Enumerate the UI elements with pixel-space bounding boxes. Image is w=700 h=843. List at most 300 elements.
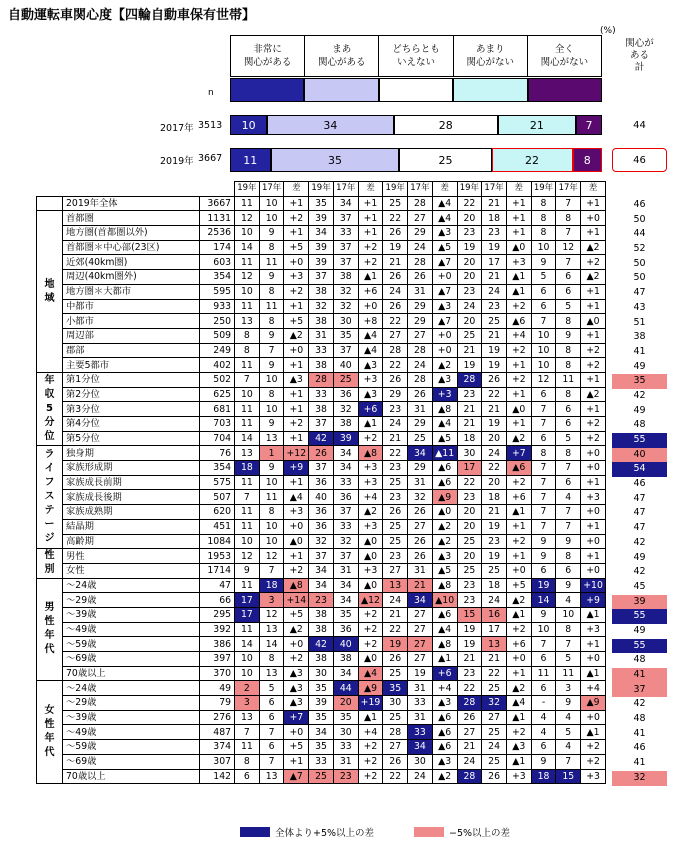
- data-cell: 23: [383, 402, 408, 417]
- row-label: ～39歳: [63, 607, 200, 622]
- data-cell: 14: [235, 431, 260, 446]
- data-cell: 25: [383, 519, 408, 534]
- data-cell: 9: [259, 461, 284, 476]
- data-cell: +2: [581, 754, 606, 769]
- data-cell: 8: [259, 240, 284, 255]
- data-cell: 35: [309, 740, 334, 755]
- data-cell: +5: [284, 740, 309, 755]
- data-cell: +1: [284, 431, 309, 446]
- data-cell: 33: [309, 387, 334, 402]
- data-cell: 6: [556, 284, 581, 299]
- data-cell: 21: [482, 196, 507, 211]
- data-cell: +5: [284, 607, 309, 622]
- data-cell: ▲0: [358, 578, 383, 593]
- row-score: 42: [633, 389, 646, 401]
- data-cell: 21: [457, 740, 482, 755]
- data-cell: 31: [408, 681, 433, 696]
- row-label: 近郊(40km圏): [63, 255, 200, 270]
- bar-segment: 7: [576, 115, 602, 135]
- group-label: 女 性 年 代: [37, 681, 63, 784]
- data-cell: ▲5: [432, 240, 457, 255]
- data-cell: ▲3: [284, 696, 309, 711]
- data-cell: 34: [333, 446, 358, 461]
- data-cell: 35: [309, 710, 334, 725]
- data-cell: 8: [259, 314, 284, 329]
- data-cell: 20: [457, 549, 482, 564]
- row-label: 第2分位: [63, 387, 200, 402]
- data-cell: 14: [235, 240, 260, 255]
- data-cell: ▲2: [581, 240, 606, 255]
- row-label: 第5分位: [63, 431, 200, 446]
- data-cell: +14: [284, 593, 309, 608]
- data-cell: +2: [358, 769, 383, 784]
- sub-header: 19年: [309, 182, 334, 197]
- data-cell: +2: [506, 299, 531, 314]
- row-score: 48: [633, 713, 646, 725]
- data-cell: 38: [309, 284, 334, 299]
- data-cell: 6: [556, 402, 581, 417]
- data-cell: 26: [309, 446, 334, 461]
- data-cell: ▲6: [432, 475, 457, 490]
- data-cell: ▲7: [284, 769, 309, 784]
- table-row: [37, 402, 606, 417]
- data-cell: 10: [259, 402, 284, 417]
- data-cell: 36: [333, 387, 358, 402]
- data-cell: 20: [333, 696, 358, 711]
- data-cell: 8: [531, 196, 556, 211]
- data-cell: ▲0: [358, 534, 383, 549]
- data-cell: 19: [482, 549, 507, 564]
- data-cell: ▲3: [284, 681, 309, 696]
- data-cell: 17: [235, 593, 260, 608]
- row-score: 41: [633, 727, 646, 739]
- data-cell: 23: [482, 226, 507, 241]
- data-cell: +1: [358, 211, 383, 226]
- data-cell: 21: [482, 328, 507, 343]
- data-cell: 15: [556, 769, 581, 784]
- data-cell: 4: [556, 740, 581, 755]
- data-cell: 24: [482, 593, 507, 608]
- data-cell: ▲9: [358, 681, 383, 696]
- data-cell: 28: [408, 372, 433, 387]
- data-cell: 10: [235, 652, 260, 667]
- data-cell: 27: [383, 563, 408, 578]
- data-cell: +1: [506, 417, 531, 432]
- data-cell: 21: [457, 343, 482, 358]
- row-n: 507: [200, 490, 235, 505]
- data-cell: 30: [309, 666, 334, 681]
- data-cell: 34: [309, 563, 334, 578]
- data-cell: 24: [457, 754, 482, 769]
- data-cell: 8: [531, 211, 556, 226]
- data-cell: 8: [235, 343, 260, 358]
- row-label: 2019年全体: [63, 196, 200, 211]
- row-score: 41: [633, 757, 646, 769]
- data-cell: +1: [581, 299, 606, 314]
- data-cell: 17: [482, 255, 507, 270]
- row-score: 47: [633, 522, 646, 534]
- data-cell: +0: [581, 446, 606, 461]
- data-cell: +0: [284, 255, 309, 270]
- data-cell: ▲9: [432, 490, 457, 505]
- data-cell: ▲3: [432, 754, 457, 769]
- data-cell: 28: [457, 372, 482, 387]
- data-cell: +19: [358, 696, 383, 711]
- row-score: 47: [633, 287, 646, 299]
- data-cell: 23: [309, 593, 334, 608]
- row-label: 家族成長前期: [63, 475, 200, 490]
- data-cell: ▲11: [432, 446, 457, 461]
- bar-segment: 22: [492, 148, 573, 172]
- data-cell: 22: [482, 461, 507, 476]
- data-cell: +2: [358, 607, 383, 622]
- row-label: ～24歳: [63, 578, 200, 593]
- data-cell: 22: [457, 196, 482, 211]
- row-label: 70歳以上: [63, 666, 200, 681]
- data-cell: 6: [531, 284, 556, 299]
- data-cell: ▲8: [284, 578, 309, 593]
- row-score: 44: [633, 228, 646, 240]
- data-cell: 7: [259, 563, 284, 578]
- data-cell: 18: [235, 461, 260, 476]
- data-cell: +2: [581, 431, 606, 446]
- data-cell: +2: [284, 284, 309, 299]
- data-cell: 23: [383, 461, 408, 476]
- data-cell: +9: [581, 593, 606, 608]
- data-cell: +2: [358, 637, 383, 652]
- bar-segment: 11: [230, 148, 271, 172]
- response-header-cell: どちらとも いえない: [378, 36, 452, 76]
- row-score: 42: [633, 536, 646, 548]
- data-cell: 17: [482, 622, 507, 637]
- data-cell: 8: [235, 754, 260, 769]
- data-cell: 10: [259, 211, 284, 226]
- data-cell: +1: [581, 402, 606, 417]
- data-cell: 31: [408, 563, 433, 578]
- data-cell: +2: [358, 740, 383, 755]
- data-cell: 26: [408, 549, 433, 564]
- data-cell: 38: [333, 270, 358, 285]
- data-cell: 23: [457, 490, 482, 505]
- data-cell: 19: [457, 622, 482, 637]
- data-cell: 35: [309, 196, 334, 211]
- row-label: 地方圏＊大都市: [63, 284, 200, 299]
- group-label: [37, 196, 63, 211]
- data-cell: +2: [581, 740, 606, 755]
- row-label: ～29歳: [63, 696, 200, 711]
- data-cell: 35: [309, 681, 334, 696]
- data-cell: 18: [482, 578, 507, 593]
- data-cell: 25: [482, 314, 507, 329]
- row-score: 55: [612, 609, 667, 624]
- data-cell: 10: [531, 240, 556, 255]
- data-cell: 31: [408, 284, 433, 299]
- year-label: 2019年: [160, 156, 194, 167]
- group-label: 地 域: [37, 211, 63, 373]
- data-cell: +2: [506, 372, 531, 387]
- data-cell: 4: [556, 710, 581, 725]
- data-cell: 6: [556, 475, 581, 490]
- data-cell: 30: [383, 696, 408, 711]
- data-cell: +4: [432, 681, 457, 696]
- color-swatch: [304, 78, 378, 102]
- table-row: [37, 681, 606, 696]
- data-cell: ▲2: [432, 534, 457, 549]
- data-cell: 38: [309, 652, 334, 667]
- table-row: [37, 372, 606, 387]
- data-cell: 33: [309, 754, 334, 769]
- data-cell: 23: [457, 593, 482, 608]
- row-score: 38: [633, 331, 646, 343]
- data-cell: +1: [506, 549, 531, 564]
- data-cell: 10: [531, 343, 556, 358]
- data-cell: 33: [333, 226, 358, 241]
- data-cell: 31: [408, 710, 433, 725]
- row-score: 46: [633, 742, 646, 754]
- bar-segment: 34: [267, 115, 393, 135]
- data-cell: 33: [333, 740, 358, 755]
- data-cell: 23: [383, 549, 408, 564]
- data-cell: ▲0: [358, 652, 383, 667]
- data-cell: 6: [556, 417, 581, 432]
- data-cell: ▲8: [432, 578, 457, 593]
- row-score: 49: [633, 624, 646, 636]
- data-cell: 11: [235, 740, 260, 755]
- data-cell: ▲6: [506, 314, 531, 329]
- data-cell: 27: [408, 328, 433, 343]
- table-row: [37, 284, 606, 299]
- data-cell: +1: [284, 402, 309, 417]
- data-cell: 25: [383, 534, 408, 549]
- data-cell: 14: [531, 593, 556, 608]
- data-cell: +1: [284, 299, 309, 314]
- data-cell: 10: [556, 607, 581, 622]
- data-cell: 26: [482, 372, 507, 387]
- row-label: 第4分位: [63, 417, 200, 432]
- data-cell: 21: [457, 652, 482, 667]
- data-cell: +3: [358, 372, 383, 387]
- data-cell: 21: [482, 505, 507, 520]
- bar-segment: 21: [498, 115, 576, 135]
- data-cell: 32: [333, 402, 358, 417]
- row-score: 40: [612, 448, 667, 463]
- data-cell: +3: [284, 270, 309, 285]
- data-cell: 20: [457, 519, 482, 534]
- row-label: ～69歳: [63, 652, 200, 667]
- data-cell: 7: [531, 417, 556, 432]
- data-cell: 24: [383, 284, 408, 299]
- data-cell: +1: [581, 196, 606, 211]
- data-cell: 25: [383, 666, 408, 681]
- data-cell: +4: [581, 681, 606, 696]
- row-score: 32: [612, 771, 667, 786]
- data-cell: +4: [358, 725, 383, 740]
- data-cell: 11: [235, 578, 260, 593]
- data-cell: +1: [581, 475, 606, 490]
- row-n: 575: [200, 475, 235, 490]
- data-cell: 26: [457, 710, 482, 725]
- data-cell: ▲4: [432, 622, 457, 637]
- data-cell: +1: [581, 372, 606, 387]
- data-cell: +2: [358, 240, 383, 255]
- data-cell: ▲1: [506, 754, 531, 769]
- data-cell: ▲1: [581, 725, 606, 740]
- data-cell: ▲1: [581, 666, 606, 681]
- data-cell: 26: [482, 769, 507, 784]
- data-cell: 9: [259, 270, 284, 285]
- data-cell: 36: [333, 490, 358, 505]
- data-cell: 12: [259, 607, 284, 622]
- data-cell: ▲6: [432, 607, 457, 622]
- color-swatch: [379, 78, 453, 102]
- data-cell: 22: [383, 622, 408, 637]
- row-score: 43: [633, 301, 646, 313]
- data-cell: 34: [309, 578, 334, 593]
- data-cell: 33: [408, 696, 433, 711]
- table-row: [37, 710, 606, 725]
- row-n: 47: [200, 578, 235, 593]
- response-header-cell: 非常に 関心がある: [243, 44, 292, 68]
- data-cell: 26: [383, 226, 408, 241]
- data-cell: 9: [556, 328, 581, 343]
- table-row: [37, 358, 606, 373]
- row-label: ～59歳: [63, 740, 200, 755]
- data-cell: 35: [333, 710, 358, 725]
- data-cell: 24: [482, 446, 507, 461]
- data-cell: ▲3: [284, 666, 309, 681]
- row-n: 142: [200, 769, 235, 784]
- data-cell: +1: [284, 196, 309, 211]
- row-n: 370: [200, 666, 235, 681]
- data-cell: 32: [309, 299, 334, 314]
- data-cell: 27: [408, 652, 433, 667]
- data-cell: 11: [235, 475, 260, 490]
- row-label: 結晶期: [63, 519, 200, 534]
- row-score: 45: [633, 580, 646, 592]
- data-cell: +0: [432, 328, 457, 343]
- data-cell: 1: [259, 446, 284, 461]
- data-cell: 4: [531, 725, 556, 740]
- row-n: 681: [200, 402, 235, 417]
- data-cell: 25: [457, 534, 482, 549]
- bar-segment: 25: [399, 148, 491, 172]
- data-cell: 34: [408, 740, 433, 755]
- data-cell: 7: [556, 754, 581, 769]
- data-cell: 11: [531, 666, 556, 681]
- data-cell: 19: [482, 519, 507, 534]
- data-cell: 22: [383, 769, 408, 784]
- data-cell: 20: [457, 505, 482, 520]
- bar-segment: 8: [573, 148, 602, 172]
- data-cell: 31: [408, 475, 433, 490]
- row-n: 1131: [200, 211, 235, 226]
- data-cell: 6: [531, 681, 556, 696]
- data-cell: 37: [333, 505, 358, 520]
- data-cell: 29: [408, 461, 433, 476]
- data-cell: ▲6: [432, 710, 457, 725]
- data-cell: ▲5: [432, 563, 457, 578]
- row-label: 首都圏＊中心部(23区): [63, 240, 200, 255]
- table-row: [37, 578, 606, 593]
- data-cell: +10: [581, 578, 606, 593]
- row-label: 小都市: [63, 314, 200, 329]
- data-cell: +1: [581, 226, 606, 241]
- row-n: 620: [200, 505, 235, 520]
- data-cell: 20: [457, 270, 482, 285]
- data-cell: 7: [531, 519, 556, 534]
- data-cell: +2: [284, 417, 309, 432]
- color-swatch: [453, 78, 527, 102]
- data-cell: 14: [259, 637, 284, 652]
- data-cell: 21: [482, 652, 507, 667]
- data-cell: 38: [333, 652, 358, 667]
- data-cell: +0: [506, 652, 531, 667]
- row-label: 首都圏: [63, 211, 200, 226]
- data-cell: 8: [556, 549, 581, 564]
- data-cell: 17: [235, 607, 260, 622]
- data-cell: 9: [259, 417, 284, 432]
- row-label: 独身期: [63, 446, 200, 461]
- data-cell: 28: [457, 769, 482, 784]
- table-row: [37, 299, 606, 314]
- data-cell: 26: [383, 754, 408, 769]
- data-cell: +2: [581, 417, 606, 432]
- data-cell: 5: [259, 681, 284, 696]
- data-cell: 23: [383, 490, 408, 505]
- data-cell: +1: [284, 358, 309, 373]
- data-cell: 26: [383, 372, 408, 387]
- data-cell: +5: [284, 240, 309, 255]
- table-row: [37, 637, 606, 652]
- data-cell: 31: [408, 402, 433, 417]
- data-cell: 17: [457, 461, 482, 476]
- data-cell: 19: [482, 417, 507, 432]
- data-cell: 8: [531, 226, 556, 241]
- row-n: 704: [200, 431, 235, 446]
- data-cell: 13: [259, 666, 284, 681]
- data-cell: ▲1: [506, 607, 531, 622]
- data-cell: 7: [235, 725, 260, 740]
- table-row: [37, 255, 606, 270]
- sub-header: 差: [432, 182, 457, 197]
- data-cell: ▲10: [432, 593, 457, 608]
- data-cell: 7: [531, 475, 556, 490]
- data-cell: 10: [235, 666, 260, 681]
- data-cell: 38: [309, 622, 334, 637]
- data-cell: 33: [408, 725, 433, 740]
- data-cell: ▲0: [432, 505, 457, 520]
- data-cell: 22: [457, 681, 482, 696]
- row-label: ～59歳: [63, 637, 200, 652]
- data-cell: 7: [259, 754, 284, 769]
- data-cell: 11: [556, 372, 581, 387]
- data-cell: 21: [383, 255, 408, 270]
- data-cell: 8: [259, 505, 284, 520]
- data-cell: 21: [383, 431, 408, 446]
- row-n: 276: [200, 710, 235, 725]
- data-cell: 25: [457, 563, 482, 578]
- data-cell: 6: [531, 387, 556, 402]
- data-cell: 2: [235, 681, 260, 696]
- data-cell: 8: [531, 446, 556, 461]
- data-cell: 9: [531, 255, 556, 270]
- data-cell: 9: [259, 328, 284, 343]
- table-row: [37, 696, 606, 711]
- data-cell: 37: [309, 461, 334, 476]
- data-cell: 13: [235, 446, 260, 461]
- data-cell: +1: [581, 328, 606, 343]
- legend: [240, 825, 510, 839]
